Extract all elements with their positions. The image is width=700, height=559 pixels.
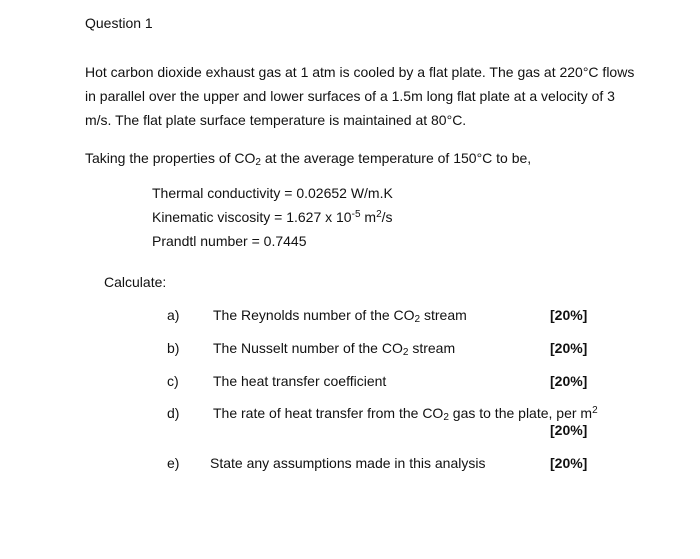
item-weight: [20%] — [550, 340, 588, 356]
item-text: The Reynolds number of the $CO_2$ stream — [213, 307, 467, 325]
item-text: State any assumptions made in this analysis — [210, 455, 486, 471]
item-weight: [20%] — [550, 373, 588, 389]
item-letter: e) — [167, 455, 180, 471]
item-letter: d) — [167, 405, 180, 421]
prandtl-number: Prandtl number = 0.7445 — [152, 233, 307, 249]
item-weight: [20%] — [550, 307, 588, 323]
item-letter: b) — [167, 340, 180, 356]
problem-statement: Hot carbon dioxide exhaust gas at 1 atm is cooled by a flat plate. The gas at 220°C flows in parallel over the upper and lower surfaces of a 1.5m long flat plate at a velocity of 3 m/s. The flat plate surface temperature is maintained at 80°C. — [85, 64, 635, 128]
properties-intro: Taking the properties of $CO_2$ at the average temperature of 150°C to be, — [85, 150, 532, 168]
kinematic-viscosity: Kinematic viscosity = 1.627 x $10^{-5}$ $m^2/s$ — [152, 209, 393, 225]
item-text: The Nusselt number of the $CO_2$ stream — [213, 340, 456, 358]
item-text: The rate of heat transfer from the $CO_2$ gas to the plate, per $m^2$ — [213, 405, 598, 423]
item-text: The heat transfer coefficient — [213, 373, 387, 389]
calculate-label: Calculate: — [104, 274, 167, 290]
thermal-conductivity: Thermal conductivity = 0.02652 W/m.K — [152, 185, 393, 201]
item-letter: c) — [167, 373, 179, 389]
question-heading: Question 1 — [85, 15, 153, 31]
item-weight: [20%] — [550, 422, 588, 438]
item-weight: [20%] — [550, 455, 588, 471]
item-letter: a) — [167, 307, 180, 323]
